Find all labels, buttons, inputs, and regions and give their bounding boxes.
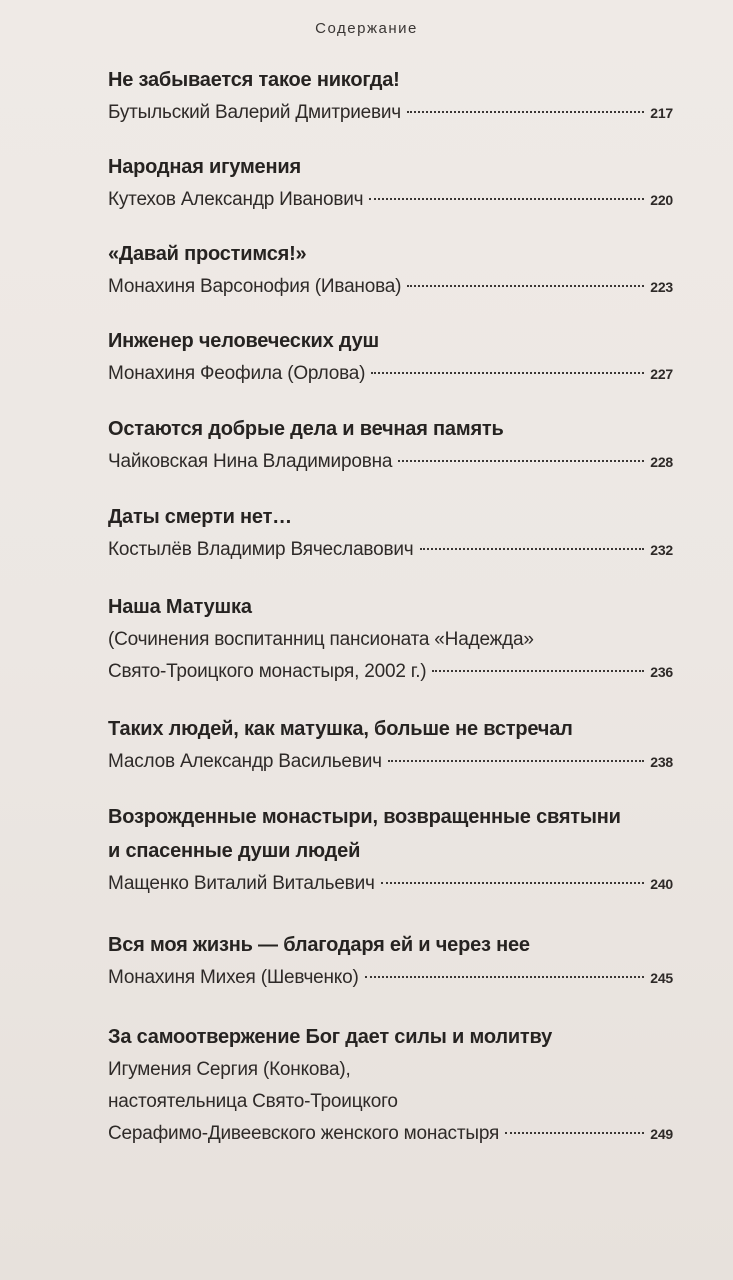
page-number: 217 bbox=[650, 105, 673, 121]
entry-title: и спасенные души людей bbox=[108, 840, 361, 862]
entry-title: Не забывается такое никогда! bbox=[108, 69, 400, 91]
entry-title: Даты смерти нет… bbox=[108, 506, 292, 528]
entry-title: Народная игумения bbox=[108, 156, 301, 178]
page-number: 228 bbox=[650, 454, 673, 470]
entry-author-line bbox=[108, 446, 673, 478]
entry-author: (Сочинения воспитанниц пансионата «Надежда» bbox=[108, 629, 534, 650]
toc-entry bbox=[108, 63, 673, 129]
entry-author-line bbox=[108, 97, 673, 129]
toc-entry bbox=[108, 150, 673, 216]
entry-title: За самоотвержение Бог дает силы и молитву bbox=[108, 1026, 553, 1048]
entry-author: Свято-Троицкого монастыря, 2002 г.) bbox=[108, 661, 427, 682]
dot-leader bbox=[505, 1132, 644, 1134]
entry-author: Бутыльский Валерий Дмитриевич bbox=[108, 102, 401, 123]
page-header: Содержание bbox=[315, 20, 418, 37]
entry-author-line bbox=[108, 534, 673, 566]
page-number: 220 bbox=[650, 192, 673, 208]
entry-author: Монахиня Варсонофия (Иванова) bbox=[108, 276, 402, 297]
toc-entry bbox=[108, 500, 673, 566]
entry-author: Костылёв Владимир Вячеславович bbox=[108, 539, 414, 560]
toc-entry bbox=[108, 412, 673, 478]
entry-author-line bbox=[108, 184, 673, 216]
entry-author: Игумения Сергия (Конкова), bbox=[108, 1059, 351, 1080]
entry-title: Таких людей, как матушка, больше не встречал bbox=[108, 718, 573, 740]
entry-author: Маслов Александр Васильевич bbox=[108, 751, 382, 772]
dot-leader bbox=[381, 882, 645, 884]
dot-leader bbox=[388, 760, 644, 762]
entry-author: настоятельница Свято-Троицкого bbox=[108, 1091, 398, 1112]
entry-author-line bbox=[108, 358, 673, 390]
dot-leader bbox=[432, 670, 644, 672]
entry-title: Инженер человеческих душ bbox=[108, 330, 380, 352]
entry-title: Остаются добрые дела и вечная память bbox=[108, 418, 504, 440]
dot-leader bbox=[407, 285, 644, 287]
entry-author: Кутехов Александр Иванович bbox=[108, 189, 364, 210]
entry-author-line bbox=[108, 271, 673, 303]
entry-author-line bbox=[108, 656, 673, 688]
entry-author: Мащенко Виталий Витальевич bbox=[108, 873, 375, 894]
page-number: 240 bbox=[650, 876, 673, 892]
toc-entry bbox=[108, 237, 673, 303]
entry-author-line bbox=[108, 962, 673, 994]
toc-entry bbox=[108, 712, 673, 778]
toc-entry bbox=[108, 1020, 673, 1150]
entry-author-line bbox=[108, 868, 673, 900]
dot-leader bbox=[407, 111, 644, 113]
page-number: 236 bbox=[650, 664, 673, 680]
page-number: 238 bbox=[650, 754, 673, 770]
entry-author: Монахиня Феофила (Орлова) bbox=[108, 363, 366, 384]
entry-title: Наша Матушка bbox=[108, 596, 252, 618]
page-number: 249 bbox=[650, 1126, 673, 1142]
page-number: 223 bbox=[650, 279, 673, 295]
dot-leader bbox=[398, 460, 644, 462]
entry-title: Вся моя жизнь — благодаря ей и через нее bbox=[108, 934, 530, 956]
entry-author-line bbox=[108, 746, 673, 778]
entry-title: «Давай простимся!» bbox=[108, 243, 307, 265]
dot-leader bbox=[371, 372, 644, 374]
entry-author: Чайковская Нина Владимировна bbox=[108, 451, 393, 472]
dot-leader bbox=[369, 198, 644, 200]
entry-title: Возрожденные монастыри, возвращенные святыни bbox=[108, 806, 621, 828]
toc-entry bbox=[108, 928, 673, 994]
entry-author: Монахиня Михея (Шевченко) bbox=[108, 967, 359, 988]
dot-leader bbox=[365, 976, 645, 978]
page-number: 245 bbox=[650, 970, 673, 986]
entry-author: Серафимо-Дивеевского женского монастыря bbox=[108, 1123, 500, 1144]
page-number: 232 bbox=[650, 542, 673, 558]
page-number: 227 bbox=[650, 366, 673, 382]
toc-entry bbox=[108, 324, 673, 390]
dot-leader bbox=[420, 548, 645, 550]
toc-entry bbox=[108, 590, 673, 688]
toc-entry bbox=[108, 800, 673, 900]
entry-author-line bbox=[108, 1118, 673, 1150]
